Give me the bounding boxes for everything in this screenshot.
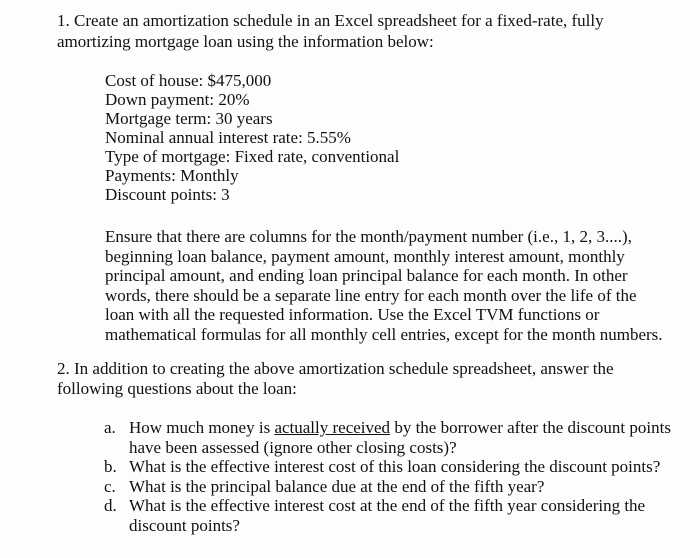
subquestion-c-text: What is the principal balance due at the end of the fifth year? [129,476,545,496]
subquestion-a-underlined: actually received [274,418,391,437]
subquestion-letter: a. [104,418,116,437]
detail-interest-rate: Nominal annual interest rate: 5.55% [105,128,351,147]
subquestion-a [104,418,684,457]
subquestion-letter: d. [104,496,117,515]
detail-mortgage-type: Type of mortgage: Fixed rate, conventional [105,147,400,166]
detail-cost-of-house: Cost of house: $475,000 [105,71,272,90]
question-2-intro: 2. In addition to creating the above amortization schedule spreadsheet, answer the following questions about the loan: [57,359,614,398]
subquestion-d [104,496,684,535]
detail-discount-points: Discount points: 3 [105,185,230,204]
loan-details-list [105,71,399,204]
subquestion-b [104,457,684,477]
detail-down-payment: Down payment: 20% [105,90,250,109]
subquestion-a-text-end: by the borrower after the discount points have been assessed (ignore other closing costs)? [129,418,671,457]
subquestion-c [104,477,684,497]
subquestion-d-text: What is the effective interest cost at the end of the fifth year considering the discount points? [129,496,646,535]
subquestion-letter: c. [104,476,116,496]
detail-mortgage-term: Mortgage term: 30 years [105,109,273,128]
subquestion-letter: b. [104,457,117,476]
subquestion-a-text-start: How much money is [129,418,275,437]
question-1-intro: 1. Create an amortization schedule in an Excel spreadsheet for a fixed-rate, fully amortizing mortgage loan using the information below: [57,11,604,51]
question-1-instructions: Ensure that there are columns for the month/payment number (i.e., 1, 2, 3....), beginning loan balance, payment amount, monthly interest amount, monthly principal amount, and ending loan principal balance for each month. In other words, there should be a separate line entry for each month over the life of the loan with all the requested information. Use the Excel TVM functions or mathematical formulas for all monthly cell entries, except for the month numbers. [105,227,663,344]
question-2-subquestions [104,418,684,535]
subquestion-b-text: What is the effective interest cost of this loan considering the discount points? [129,457,661,476]
detail-payments: Payments: Monthly [105,166,239,185]
